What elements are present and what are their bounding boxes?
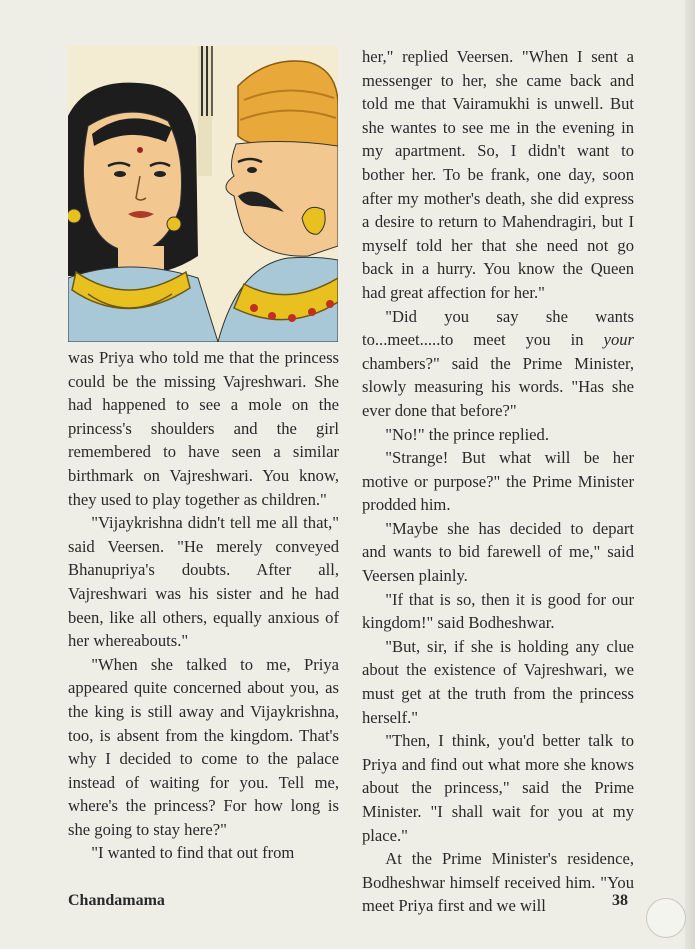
paragraph: "I wanted to find that out from <box>91 843 295 863</box>
story-illustration <box>68 46 338 342</box>
magazine-title: Chandamama <box>68 892 165 909</box>
illustration-art <box>68 46 338 342</box>
page-number: 38 <box>612 892 628 909</box>
paragraph: "No!" the prince replied. <box>385 424 549 444</box>
left-text-column <box>68 346 339 865</box>
paragraph: At the Prime Minister's residence, Bodheshwar himself received him. "You meet Priya first and we will <box>362 849 634 916</box>
paragraph: her," replied Veersen. "When I sent a messenger to her, she came back and told me that Vairamukhi is unwell. But she wantes to see me in the evening in my apartment. So, I didn't want to bother her. To be frank, one day, soon after my mother's death, she did express a desire to return to Mahendragiri, but I myself told her that she need not go back in a hurry. You know the Queen had great affection for her." <box>362 47 634 302</box>
right-text-column <box>362 45 634 918</box>
paragraph-text: chambers?" said the Prime Minister, slowly measuring his words. "Has she ever done that before?" <box>362 353 634 420</box>
paragraph: "Maybe she has decided to depart and wants to bid farewell of me," said Veersen plainly. <box>362 518 634 586</box>
paragraph: "Strange! But what will be her motive or purpose?" the Prime Minister prodded him. <box>362 448 634 515</box>
emphasis-text: your <box>603 330 634 350</box>
paragraph-text: "Did you say she wants to...meet.....to meet you in <box>362 306 634 350</box>
paragraph: was Priya who told me that the princess could be the missing Vajreshwari. She had happened to see a mole on the princess's shoulders and the girl remembered to have seen a similar birthmark on Vajreshwari. You know, they used to play together as children." <box>68 348 339 509</box>
paragraph <box>362 305 634 423</box>
page-edge <box>685 0 695 949</box>
paragraph: "Then, I think, you'd better talk to Priya and find out what more she knows about the princess," said the Prime Minister. "I shall wait for you at my place." <box>362 731 634 845</box>
paragraph: "Vijaykrishna didn't tell me all that," said Veersen. "He merely conveyed Bhanupriya's doubts. After all, Vajreshwari was his sister and he had been, like all others, equally anxious of her whereabouts." <box>68 513 339 651</box>
logo-stamp-icon <box>646 898 686 938</box>
paragraph: "If that is so, then it is good for our kingdom!" said Bodheshwar. <box>362 589 634 633</box>
paragraph: "When she talked to me, Priya appeared quite concerned about you, as the king is still away and Vijaykrishna, too, is absent from the kingdom. That's why I decided to come to the palace instead of waiting for you. Tell me, where's the princess? For how long is she going to stay here?" <box>68 654 339 839</box>
paragraph: "But, sir, if she is holding any clue about the existence of Vajreshwari, we must get at the truth from the princess herself." <box>362 636 634 727</box>
